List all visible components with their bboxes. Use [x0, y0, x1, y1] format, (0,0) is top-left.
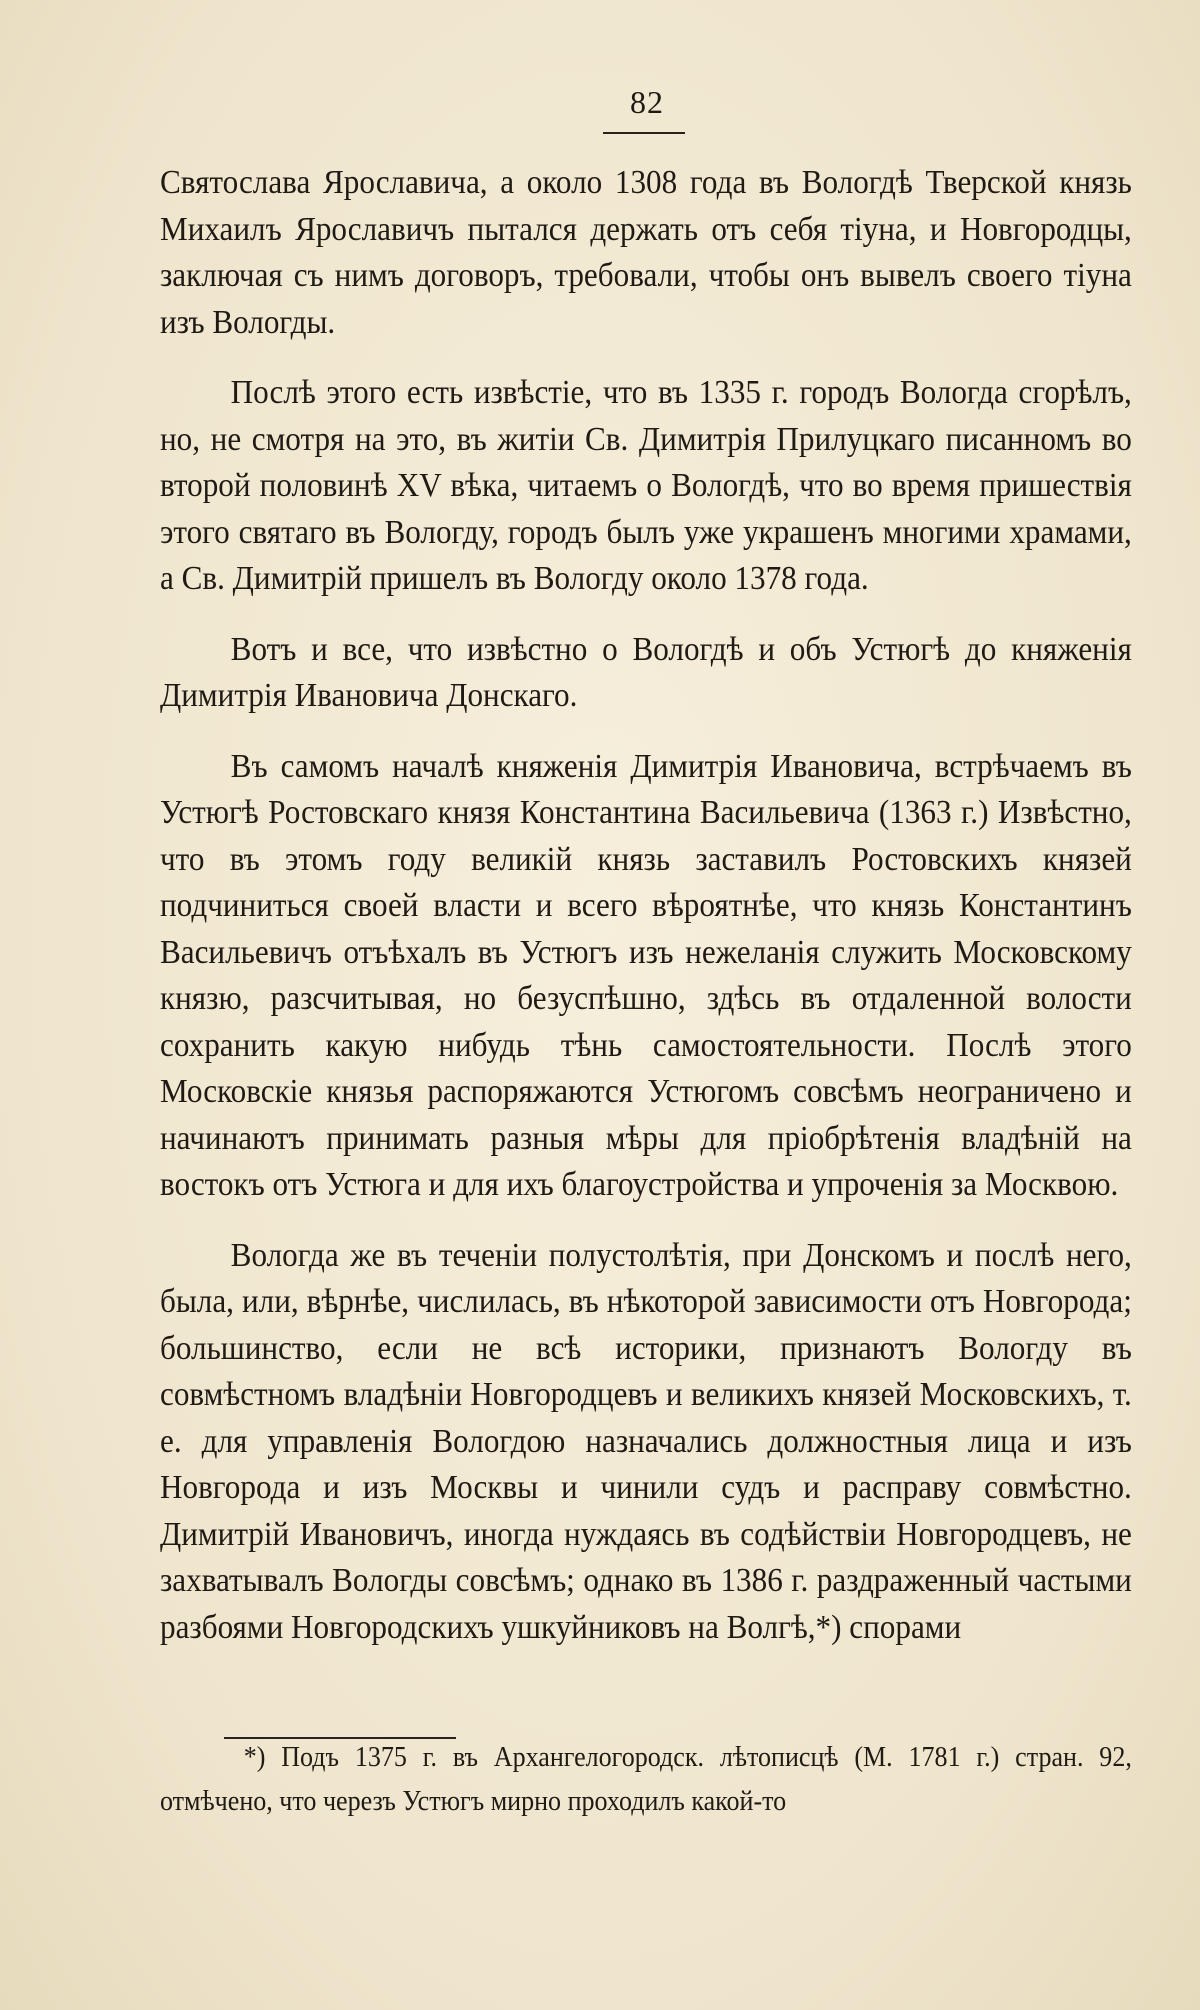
footnote-1: *) Подъ 1375 г. въ Архангелогородск. лѣтописцѣ (М. 1781 г.) стран. 92, отмѣчено, что черезъ Устюгъ мирно проходилъ какой-то	[160, 1742, 1132, 1817]
page-number: 82	[630, 84, 664, 120]
paragraph-2: Послѣ этого есть извѣстіе, что въ 1335 г. городъ Вологда сгорѣлъ, но, не смотря на это, въ житіи Св. Димитрія Прилуцкаго писанномъ во второй половинѣ XV вѣка, читаемъ о Вологдѣ, что во время пришествія этого святаго въ Вологду, городъ былъ уже украшенъ многими храмами, а Св. Димитрій пришелъ въ Вологду около 1378 года.	[160, 374, 1132, 597]
footnotes	[160, 1736, 1132, 1824]
paragraph-4: Въ самомъ началѣ княженія Димитрія Ивановича, встрѣчаемъ въ Устюгѣ Ростовскаго князя Константина Васильевича (1363 г.) Извѣстно, что въ этомъ году великій князь заставилъ Ростовскихъ князей подчиниться своей власти и всего вѣроятнѣе, что князь Константинъ Васильевичъ отъѣхалъ въ Устюгъ изъ нежеланія служить Московскому князю, разсчитывая, но безуспѣшно, здѣсь въ отдаленной волости сохранить какую нибудь тѣнь самостоятельности. Послѣ этого Московскіе князья распоряжаются Устюгомъ совсѣмъ неограничено и начинаютъ принимать разныя мѣры для пріобрѣтенія владѣній на востокъ отъ Устюга и для ихъ благоустройства и упроченія за Москвою.	[160, 747, 1132, 1203]
page-number-rule	[603, 132, 685, 134]
body-text	[160, 160, 1132, 1675]
paragraph-1: Святослава Ярославича, а около 1308 года въ Вологдѣ Тверской князь Михаилъ Ярославичъ пытался держать отъ себя тіуна, и Новгородцы, заключая съ нимъ договоръ, требовали, чтобы онъ вывелъ своего тіуна изъ Вологды.	[160, 164, 1132, 341]
paragraph-5: Вологда же въ теченіи полустолѣтія, при Донскомъ и послѣ него, была, или, вѣрнѣе, числилась, въ нѣкоторой зависимости отъ Новгорода; большинство, если не всѣ историки, признаютъ Вологду въ совмѣстномъ владѣніи Новгородцевъ и великихъ князей Московскихъ, т. е. для управленія Вологдою назначались должностныя лица и изъ Новгорода и изъ Москвы и чинили судъ и расправу совмѣстно. Димитрій Ивановичъ, иногда нуждаясь въ содѣйствіи Новгородцевъ, не захватывалъ Вологды совсѣмъ; однако въ 1386 г. раздраженный частыми разбоями Новгородскихъ ушкуйниковъ на Волгѣ,*) спорами	[160, 1236, 1132, 1646]
paragraph-3: Вотъ и все, что извѣстно о Вологдѣ и объ Устюгѣ до княженія Димитрія Ивановича Донскаго.	[160, 630, 1132, 714]
